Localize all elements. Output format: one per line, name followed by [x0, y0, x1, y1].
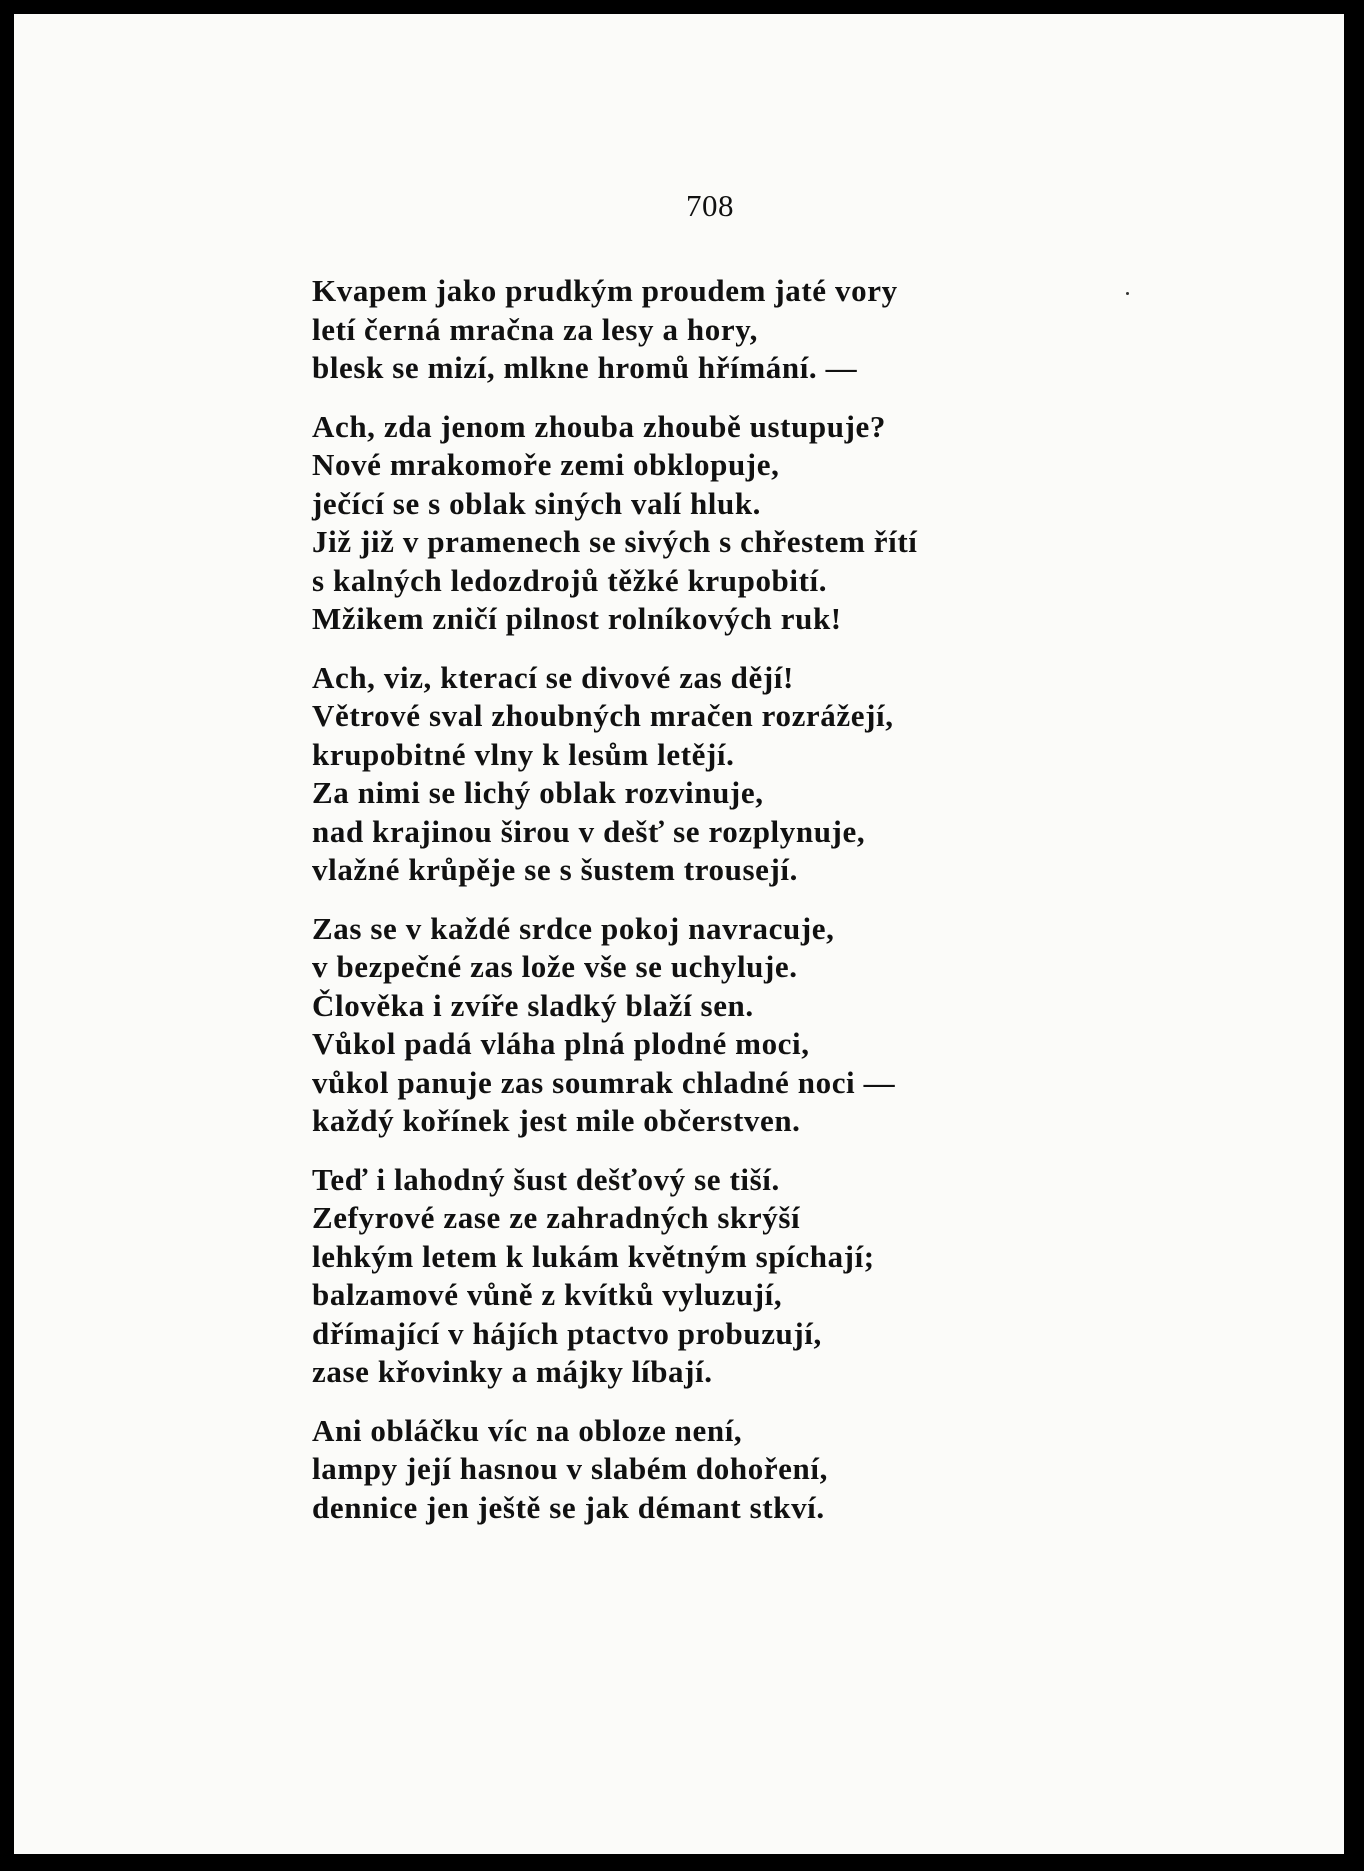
poem-line: Mžikem zničí pilnost rolníkových ruk!: [312, 601, 842, 636]
poem-line: dennice jen ještě se jak démant stkví.: [312, 1489, 825, 1525]
stanza-1: [312, 272, 1312, 388]
poem-line: Teď i lahodný šust dešťový se tiší.: [312, 1161, 780, 1197]
poem-line: vlažné krůpěje se s šustem trousejí.: [312, 852, 798, 887]
stanza-5: [312, 1161, 1312, 1392]
poem-line: Za nimi se lichý oblak rozvinuje,: [312, 775, 764, 810]
poem-line: Kvapem jako prudkým proudem jaté vory: [312, 273, 898, 308]
stanza-3: [312, 659, 1312, 890]
poem-line: nad krajinou širou v dešť se rozplynuje,: [312, 813, 866, 849]
poem-line: s kalných ledozdrojů těžké krupobití.: [312, 562, 828, 598]
poem-line: blesk se mizí, mlkne hromů hřímání. —: [312, 350, 858, 385]
poem-line: Větrové sval zhoubných mračen rozrážejí,: [312, 698, 894, 733]
poem-line: zase křovinky a májky líbají.: [312, 1354, 713, 1389]
stanza-6: [312, 1412, 1312, 1528]
poem: [312, 272, 1312, 1547]
poem-line: Ach, viz, kterací se divové zas dějí!: [312, 659, 794, 695]
poem-line: krupobitné vlny k lesům letějí.: [312, 736, 735, 772]
poem-line: balzamové vůně z kvítků vyluzují,: [312, 1277, 783, 1312]
poem-line: Již již v pramenech se sivých s chřestem řítí: [312, 524, 918, 559]
poem-line: v bezpečné zas lože vše se uchyluje.: [312, 949, 798, 984]
poem-line: Zefyrové zase ze zahradných skrýší: [312, 1200, 801, 1235]
poem-line: každý kořínek jest mile občerstven.: [312, 1103, 801, 1138]
poem-line: Člověka i zvíře sladký blaží sen.: [312, 987, 754, 1023]
book-page: [14, 14, 1344, 1854]
poem-line: ječící se s oblak siných valí hluk.: [312, 485, 762, 521]
stanza-2: [312, 408, 1312, 639]
poem-line: Zas se v každé srdce pokoj navracuje,: [312, 910, 835, 946]
poem-line: Ach, zda jenom zhouba zhoubě ustupuje?: [312, 408, 886, 444]
poem-line: letí černá mračna za lesy a hory,: [312, 311, 758, 347]
poem-line: Ani obláčku víc na obloze není,: [312, 1412, 743, 1448]
poem-line: lehkým letem k lukám květným spíchají;: [312, 1238, 875, 1274]
poem-line: Nové mrakomoře zemi obklopuje,: [312, 447, 780, 482]
page-number: 708: [686, 188, 734, 223]
poem-line: lampy její hasnou v slabém dohoření,: [312, 1451, 828, 1486]
poem-line: Vůkol padá vláha plná plodné moci,: [312, 1026, 810, 1061]
stanza-4: [312, 910, 1312, 1141]
poem-line: vůkol panuje zas soumrak chladné noci —: [312, 1064, 896, 1100]
poem-line: dřímající v hájích ptactvo probuzují,: [312, 1315, 822, 1351]
